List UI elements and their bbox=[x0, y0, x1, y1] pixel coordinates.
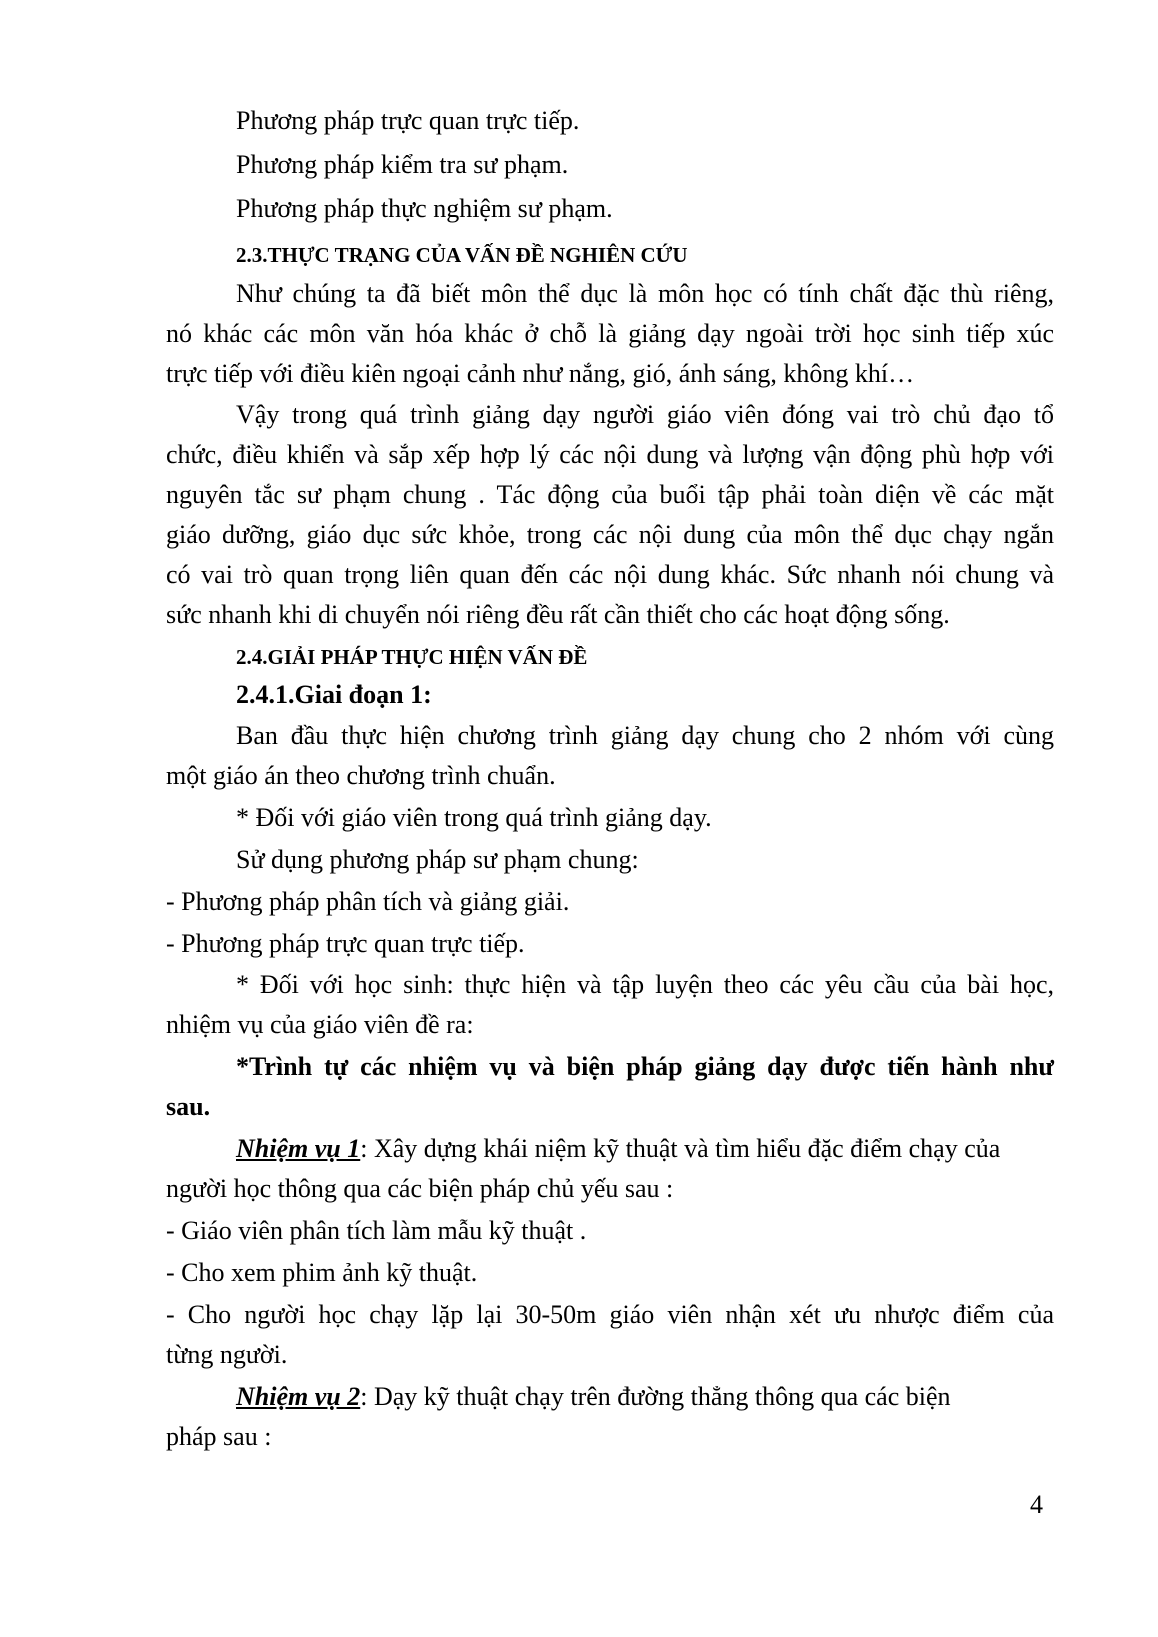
list-item: - Cho xem phim ảnh kỹ thuật. bbox=[166, 1258, 478, 1287]
task-2-text: : Dạy kỹ thuật chạy trên đường thẳng thông qua các biện bbox=[360, 1382, 951, 1411]
section-heading-2-3: 2.3.THỰC TRẠNG CỦA VẤN ĐỀ NGHIÊN CỨU bbox=[236, 243, 688, 267]
paragraph-line: Sử dụng phương pháp sư phạm chung: bbox=[236, 845, 639, 874]
task-2-line bbox=[236, 1380, 951, 1414]
paragraph-line: pháp sau : bbox=[166, 1422, 272, 1451]
task-1-line bbox=[236, 1132, 1000, 1166]
paragraph-line: giáo dưỡng, giáo dục sức khỏe, trong các nội dung của môn thể dục chạy ngắn bbox=[166, 520, 1054, 549]
list-item: - Phương pháp trực quan trực tiếp. bbox=[166, 929, 525, 958]
paragraph-line: nguyên tắc sư phạm chung . Tác động của buổi tập phải toàn diện về các mặt bbox=[166, 480, 1054, 509]
bold-paragraph-line: *Trình tự các nhiệm vụ và biện pháp giảng dạy được tiến hành như bbox=[236, 1052, 1054, 1081]
paragraph-line: trực tiếp với điều kiên ngoại cảnh như nắng, gió, ánh sáng, không khí… bbox=[166, 359, 915, 388]
paragraph-line: Như chúng ta đã biết môn thể dục là môn học có tính chất đặc thù riêng, bbox=[236, 279, 1054, 308]
subsection-heading-2-4-1: 2.4.1.Giai đoạn 1: bbox=[236, 680, 432, 709]
bold-paragraph-line: sau. bbox=[166, 1092, 211, 1121]
paragraph-line: * Đối với học sinh: thực hiện và tập luyện theo các yêu cầu của bài học, bbox=[236, 970, 1054, 999]
section-heading-2-4: 2.4.GIẢI PHÁP THỰC HIỆN VẤN ĐỀ bbox=[236, 645, 588, 669]
paragraph-line: sức nhanh khi di chuyển nói riêng đều rất cần thiết cho các hoạt động sống. bbox=[166, 600, 950, 629]
paragraph-line: chức, điều khiển và sắp xếp hợp lý các nội dung và lượng vận động phù hợp với bbox=[166, 440, 1054, 469]
paragraph-line: Ban đầu thực hiện chương trình giảng dạy chung cho 2 nhóm với cùng bbox=[236, 721, 1054, 750]
task-1-label: Nhiệm vụ 1 bbox=[236, 1134, 361, 1163]
list-item: - Giáo viên phân tích làm mẫu kỹ thuật . bbox=[166, 1216, 587, 1245]
paragraph-line: một giáo án theo chương trình chuẩn. bbox=[166, 761, 556, 790]
method-line: Phương pháp thực nghiệm sư phạm. bbox=[236, 194, 613, 223]
paragraph-line: * Đối với giáo viên trong quá trình giảng dạy. bbox=[236, 803, 712, 832]
paragraph-line: nó khác các môn văn hóa khác ở chỗ là giảng dạy ngoài trời học sinh tiếp xúc bbox=[166, 319, 1054, 348]
list-item: - Phương pháp phân tích và giảng giải. bbox=[166, 887, 570, 916]
list-item: - Cho người học chạy lặp lại 30-50m giáo viên nhận xét ưu nhược điểm của bbox=[166, 1300, 1054, 1329]
page-number: 4 bbox=[1030, 1490, 1043, 1519]
paragraph-line: nhiệm vụ của giáo viên đề ra: bbox=[166, 1010, 474, 1039]
paragraph-line: người học thông qua các biện pháp chủ yếu sau : bbox=[166, 1174, 674, 1203]
paragraph-line: có vai trò quan trọng liên quan đến các nội dung khác. Sức nhanh nói chung và bbox=[166, 560, 1054, 589]
task-1-text: : Xây dựng khái niệm kỹ thuật và tìm hiểu đặc điểm chạy của bbox=[360, 1134, 1001, 1163]
paragraph-line: từng người. bbox=[166, 1340, 288, 1369]
task-2-label: Nhiệm vụ 2 bbox=[236, 1382, 361, 1411]
method-line: Phương pháp trực quan trực tiếp. bbox=[236, 106, 580, 135]
paragraph-line: Vậy trong quá trình giảng dạy người giáo viên đóng vai trò chủ đạo tổ bbox=[236, 400, 1054, 429]
method-line: Phương pháp kiểm tra sư phạm. bbox=[236, 150, 569, 179]
